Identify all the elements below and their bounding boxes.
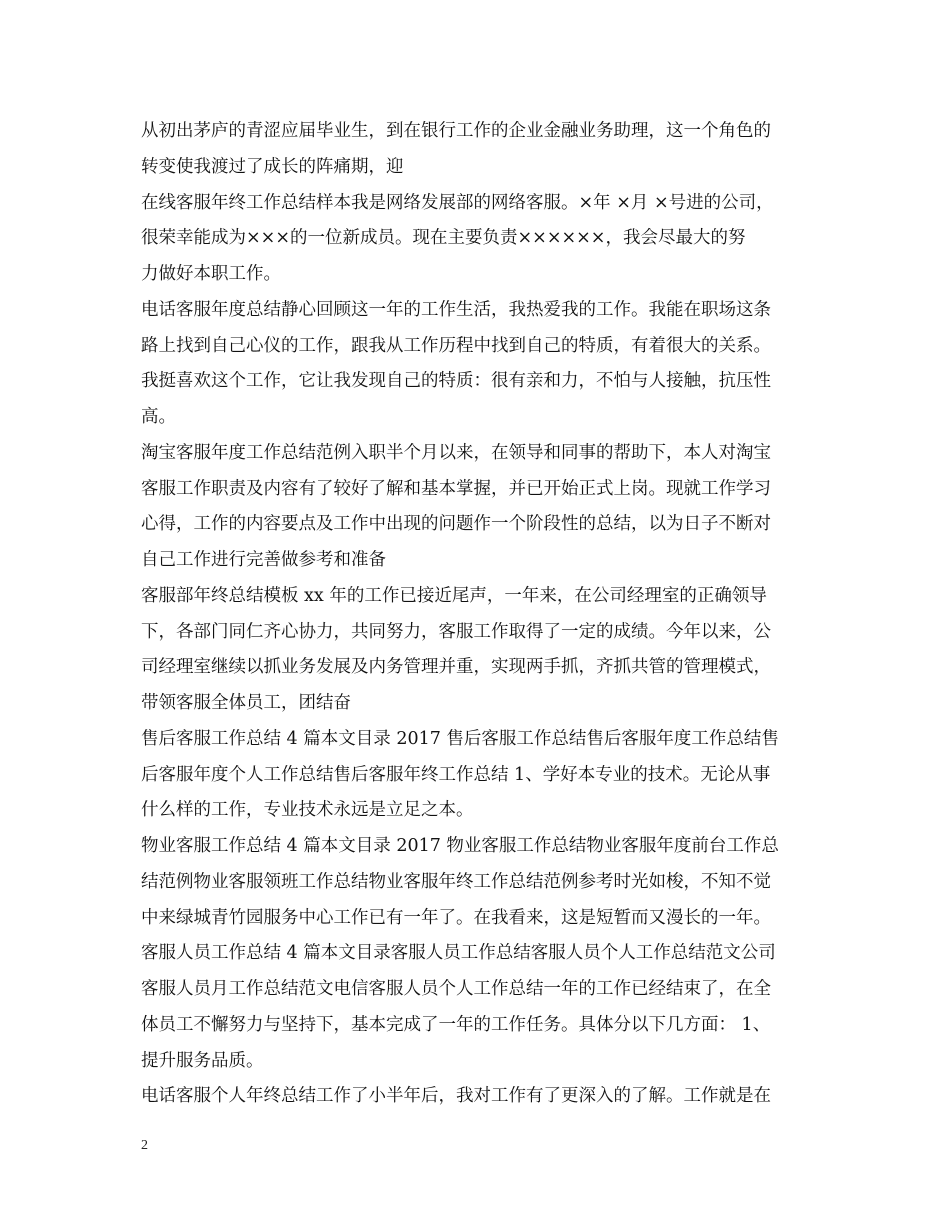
text-line: 什么样的工作，专业技术永远是立足之本。 (141, 800, 474, 821)
text-line: 从初出茅庐的青涩应届毕业生，到在银行工作的企业金融业务助理，这一个角色的 (141, 121, 771, 141)
text-line: 司经理室继续以抓业务发展及内务管理并重，实现两手抓，齐抓共管的管理模式， (141, 657, 771, 678)
text-line: 下，各部门同仁齐心协力，共同努力，客服工作取得了一定的成绩。今年以来，公 (141, 621, 771, 642)
document-body (141, 114, 813, 1115)
text-line: 力做好本职工作。 (141, 264, 281, 284)
text-line: 淘宝客服年度工作总结范例入职半个月以来，在领导和同事的帮助下，本人对淘宝 (141, 442, 771, 463)
text-line: 路上找到自己心仪的工作，跟我从工作历程中找到自己的特质，有着很大的关系。 (141, 335, 771, 356)
text-line: 电话客服个人年终总结工作了小半年后，我对工作有了更深入的了解。工作就是在 (141, 1086, 771, 1107)
text-line: 高。 (141, 407, 176, 427)
text-line: 售后客服工作总结 4 篇本文目录 2017 售后客服工作总结售后客服年度工作总结售 (141, 728, 779, 749)
text-line: 心得，工作的内容要点及工作中出现的问题作一个阶段性的总结，以为日子不断对 (141, 514, 771, 535)
text-line: 物业客服工作总结 4 篇本文目录 2017 物业客服工作总结物业客服年度前台工作总 (141, 836, 779, 856)
text-line: 客服人员月工作总结范文电信客服人员个人工作总结一年的工作已经结束了，在全 (141, 979, 771, 999)
text-line: 客服部年终总结模板 xx 年的工作已接近尾声，一年来，在公司经理室的正确领导 (141, 585, 767, 606)
page-number: 2 (141, 1138, 148, 1153)
text-line: 我挺喜欢这个工作，它让我发现自己的特质：很有亲和力，不怕与人接触，抗压性 (141, 371, 771, 392)
text-line: 后客服年度个人工作总结售后客服年终工作总结 1、学好本专业的技术。无论从事 (141, 764, 771, 785)
text-line: 带领客服全体员工，团结奋 (141, 693, 351, 713)
text-line: 客服人员工作总结 4 篇本文目录客服人员工作总结客服人员个人工作总结范文公司 (141, 943, 776, 964)
text-line: 自己工作进行完善做参考和准备 (141, 550, 386, 570)
text-line: 很荣幸能成为×××的一位新成员。现在主要负责××××××，我会尽最大的努 (141, 228, 746, 249)
text-line: 电话客服年度总结静心回顾这一年的工作生活，我热爱我的工作。我能在职场这条 (141, 299, 771, 320)
text-line: 客服工作职责及内容有了较好了解和基本掌握，并已开始正式上岗。现就工作学习 (141, 478, 771, 499)
text-line: 转变使我渡过了成长的阵痛期，迎 (141, 156, 404, 177)
text-line: 提升服务品质。 (141, 1050, 264, 1071)
text-line: 在线客服年终工作总结样本我是网络发展部的网络客服。×年 ×月 ×号进的公司， (141, 192, 774, 213)
text-line: 中来绿城青竹园服务中心工作已有一年了。在我看来，这是短暂而又漫长的一年。 (141, 907, 771, 928)
text-line: 结范例物业客服领班工作总结物业客服年终工作总结范例参考时光如梭，不知不觉 (141, 871, 771, 892)
text-line: 体员工不懈努力与坚持下，基本完成了一年的工作任务。具体分以下几方面： 1、 (141, 1014, 771, 1035)
